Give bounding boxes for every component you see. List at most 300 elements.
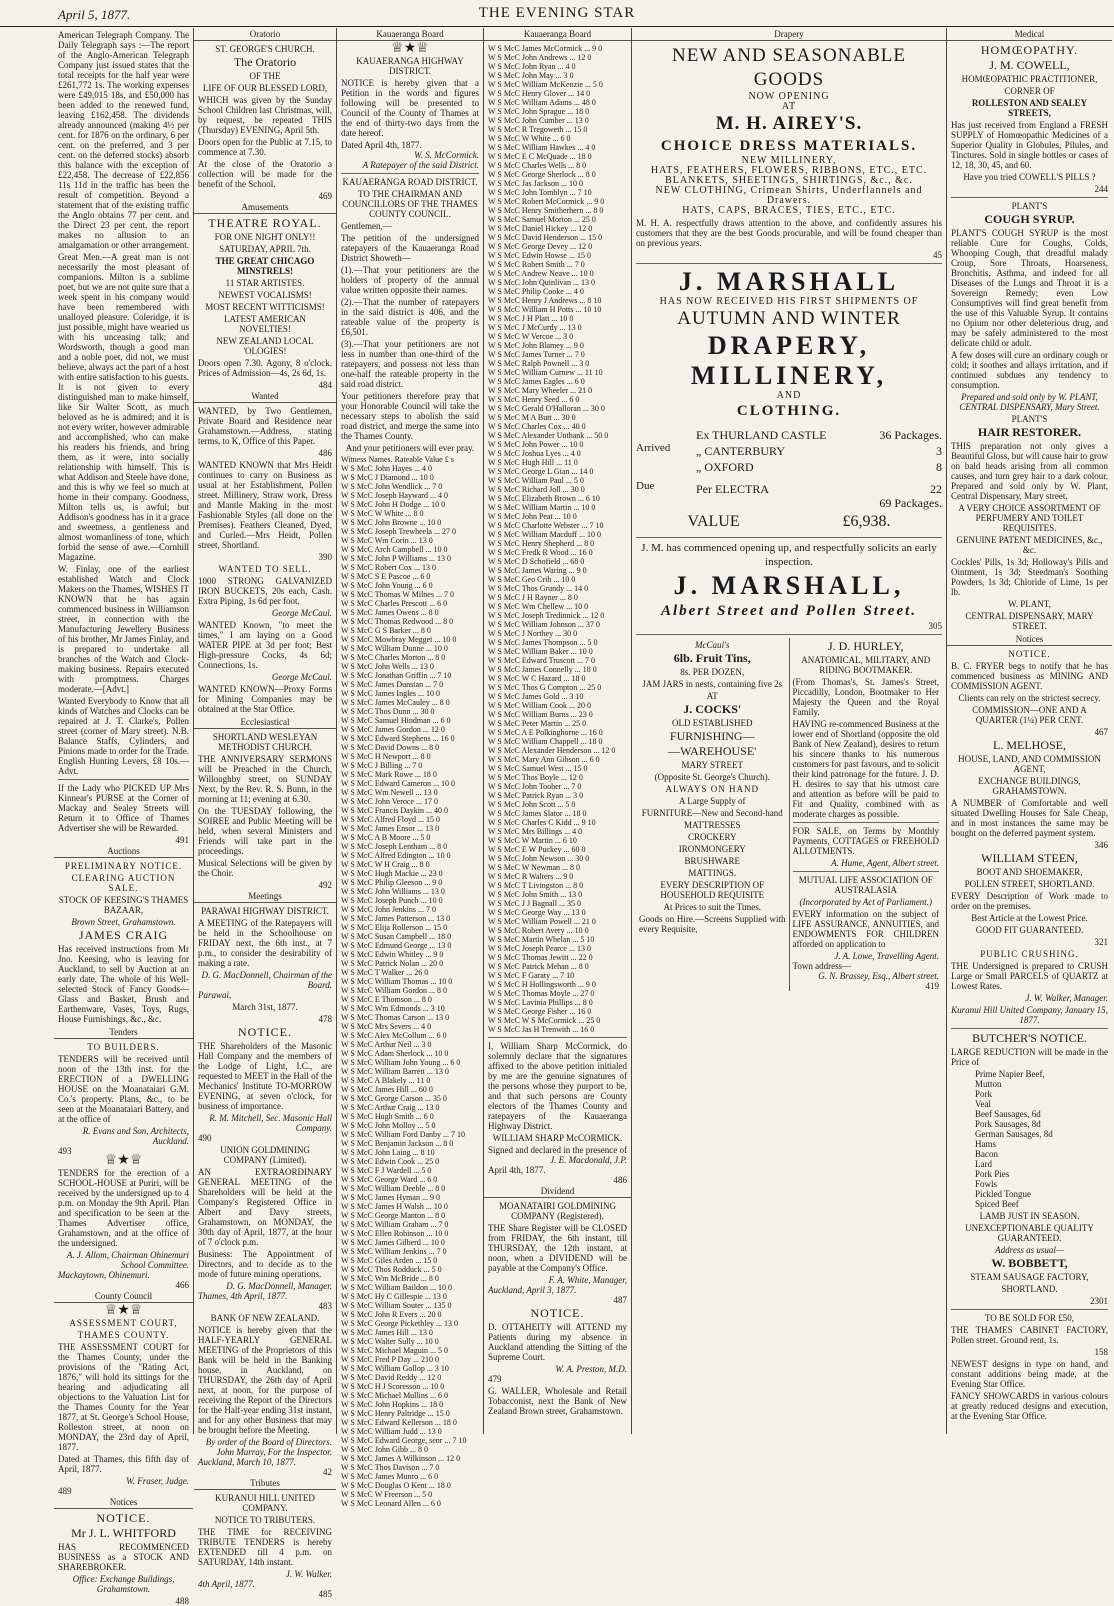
table-row: W S McC James Gilberd ... 10 0 (341, 1238, 445, 1247)
table-row: W S McC Elizabeth Brown ... 6 10 (488, 494, 600, 503)
finlay-advert: W. Finlay, one of the earliest established Watch and Clock Makers on the Thames, WISHES IT KNOWN that he has again commenced business in Williamson street, in connection with the Manufacturing Jewellery Business of his brother, Mr James Finlay, and is prepared to undertake all branches of the Watch and Clock-making business. Repairs executed with promptness. Charges moderate.—[Advt.] (58, 564, 189, 694)
table-row: W S McC William Graham ... 7 0 (341, 1220, 449, 1229)
column-6 (946, 28, 1112, 1434)
table-row: W S McC J H Platt ... 10 0 (488, 314, 574, 323)
wanted-4-sig: George McCaul. (271, 672, 332, 682)
list-item: Fowls (975, 1179, 998, 1189)
table-row: W S McC Adam Sherlock ... 10 0 (341, 1049, 449, 1058)
parawai-sig: D. G. MacDonnell, Chairman of the Board. (201, 970, 332, 990)
airey-text: M. H. A. respectfully draws attention to the above, and confidently assures his customers that they are the best Goods procurable, and will be found cheaper than on previous years. (636, 218, 942, 248)
table-row: W S McC Thomas Moyle ... 27 0 (488, 989, 595, 998)
table-row: W S McC Joseph Trewheela ... 27 0 (341, 527, 456, 536)
table-row: W S McC James Thompson ... 5 0 (488, 638, 598, 647)
butchers-notice: BUTCHER'S NOTICE. (972, 1031, 1087, 1045)
section-head-tenders: Tenders (54, 1026, 193, 1039)
notice-4-title: NOTICE. (530, 1306, 585, 1320)
table-row: W S McC William Curnew ... 11 10 (488, 368, 603, 377)
thames-county: THAMES COUNTY. (77, 1330, 170, 1340)
table-row: W S McC John Cumber ... 13 0 (488, 116, 589, 125)
table-row: W S McC David Reddy ... 12 0 (341, 1373, 442, 1382)
table-row: W S McC William Deeble ... 8 0 (341, 1184, 446, 1193)
good-fit: GOOD FIT GUARANTEED. (975, 925, 1084, 935)
table-row: W S McC Edward George, senr ... 7 10 (341, 1436, 467, 1445)
table-row: W S McC Michael Maguin ... 5 0 (341, 1346, 448, 1355)
stock-title: STOCK OF KEESING'S THAMES BAZAAR, (58, 895, 189, 915)
table-row: W S McC A B Moore ... 5 0 (341, 833, 431, 842)
table-row: W S McC Jas H Trenwith ... 16 0 (488, 1025, 595, 1034)
table-row: W S McC George L Gian ... 14 0 (488, 467, 594, 476)
table-row: W S McC James Connelly ... 18 0 (488, 665, 597, 674)
table-row: W S McC John Gibb ... 8 0 (341, 1445, 428, 1454)
waller-text: G. WALLER, Wholesale and Retail Tobacconist, next the Bank of New Zealand Brown street, Grahamstown. (488, 1386, 627, 1416)
to-chairman: TO THE CHAIRMAN AND COUNCILLORS OF THE THAMES COUNTY COUNCIL. (342, 189, 478, 219)
table-row: W S McC John Veroce ... 17 0 (341, 797, 439, 806)
oratorio-ofthe: OF THE (249, 71, 281, 81)
wanted-3-sig: George McCaul. (271, 608, 332, 618)
oratorio-doors: Doors open for the Public at 7.15, to commence at 7.30. (198, 137, 332, 157)
wanted-4: WANTED Known, "to meet the times," I am laying on a Good WATER PIPE at 3d per foot; Best High-pressure Cocks, 4s 6d; Connections, 1s. (198, 620, 332, 670)
table-row: W S McC William McKenzie ... 5 0 (488, 80, 603, 89)
crockery: CROCKERY (687, 832, 737, 842)
table-row: W S McC W Freerson ... 5 0 (341, 1490, 433, 1499)
declaration-jp: J. E. Macdonald, J.P. (550, 1155, 627, 1165)
table-row: W S McC James A Wilkinson ... 12 0 (341, 1454, 461, 1463)
assessment-sig: W. Fraser, Judge. (126, 1476, 189, 1486)
table-row: W S McC Thomas Redwood ... 8 0 (341, 617, 454, 626)
parawai-text: A MEETING of the Ratepayers will be held in the Schoolhouse on FRIDAY next, the 6th inst., at 7 p.m., to consider the desirability of making a rate. (198, 918, 332, 968)
novelties: LATEST AMERICAN NOVELTIES! (223, 314, 307, 334)
assessment-text: THE ASSESSMENT COURT for the Thames County, under the provisions of the "Rating Act, 1876," will hold its sittings for the hearing and adjudicating all objections to the Valuation List for the Thames County for the Year 1877, at St. George's School House, Rolleston street, at noon on MONDAY, the 23rd day of April, 1877. (58, 1342, 189, 1452)
table-row: W S McC Michael Mullins ... 6 0 (341, 1391, 448, 1400)
now-opening: NOW OPENING (748, 91, 830, 102)
marshall-number: 305 (928, 621, 942, 631)
table-row: W S McC Andrew Neave ... 10 0 (488, 269, 594, 278)
best-article: Best Article at the Lowest Price. (971, 913, 1088, 923)
list-item: Spiced Beef (975, 1199, 1019, 1209)
list-item: Pork Sausages, 8d (975, 1119, 1041, 1129)
table-row: W S McC Wm Chellew ... 10 0 (488, 602, 589, 611)
section-head-kauaeranga-2: Kauaeranga Board (484, 28, 631, 41)
wesleyan-text: THE ANNIVERSARY SERMONS will be Preached in the Church, Willoughby street, on SUNDAY Next, by the Rev. R. S. Bunn, in the morning at 11; evening at 6.30. (198, 754, 332, 804)
arrived-label: Arrived (636, 442, 671, 454)
union-sig: D. G. MacDonnell, Manager. (226, 1281, 332, 1291)
marshall-name-2: J. MARSHALL, (673, 571, 905, 600)
ship-name: „ OXFORD (696, 460, 754, 474)
section-head-ecclesiastical: Ecclesiastical (194, 716, 336, 729)
notice-2-title: NOTICE. (238, 1025, 292, 1039)
wanted-2: WANTED KNOWN that Mrs Heidt continues to carry on Business as usual at her Establishment, Pollen street. Millinery, Straw work, Dress and Mantle Making in the most Fashionable Styles (all done on the Premises). Feathers Cleaned, Dyed, and Curled.—Mrs Heidt, Pollen street, Shortland. (198, 460, 332, 550)
wanted-3: 1000 STRONG GALVANIZED IRON BUCKETS, 20s each, Cash. Extra Piping, 1s 6d per foot. (198, 576, 332, 606)
table-row: W S McC Joseph Lentham ... 8 0 (341, 842, 448, 851)
table-row: W S McC David Downs ... 8 0 (341, 743, 440, 752)
union-title: UNION GOLDMINING COMPANY (Limited). (220, 1145, 310, 1165)
ship-count: 3 (936, 444, 942, 458)
at-label-2: AT (706, 691, 718, 701)
cowell-pills: Have you tried COWELL'S PILLS ? (963, 172, 1096, 182)
table-row: W S McC John Hayes ... 4 0 (341, 464, 432, 473)
column-2 (193, 28, 336, 1599)
one-night: FOR ONE NIGHT ONLY!! (214, 232, 316, 242)
table-row: W S McC Alexander Henderson ... 12 0 (488, 746, 616, 755)
table-row: W S McC John Blamey ... 9 0 (488, 341, 584, 350)
table-row: W S McC Thomas Carson ... 13 0 (341, 1013, 450, 1022)
section-head-tributes: Tributes (194, 1477, 336, 1490)
theatre-number: 484 (318, 380, 332, 390)
cabinet-number: 158 (1094, 1347, 1108, 1357)
table-row: W S McC Robert Smith ... 7 0 (488, 260, 585, 269)
hats-feathers: HATS, FEATHERS, FLOWERS, RIBBONS, ETC., ETC. (650, 165, 928, 176)
crest-icon: ♕★♕ (104, 1303, 143, 1318)
table-row: W S McC Hugh Smith ... 6 0 (341, 1112, 434, 1121)
saturday-date: SATURDAY, APRIL 7th. (219, 244, 311, 254)
ship-count: 22 (930, 482, 942, 496)
table-row: W S McC William Cook ... 20 0 (488, 701, 591, 710)
table-row: W S McC Peter Martin ... 25 0 (488, 719, 587, 728)
table-row: W S McC William Jenkins ... 7 0 (341, 1247, 447, 1256)
table-row: W S McC Henry Glover ... 14 0 (488, 89, 591, 98)
tributes-number: 485 (318, 1589, 332, 1599)
table-row: W S McC Joseph Punch ... 10 0 (341, 896, 443, 905)
table-row: W S McC J Billing ... 7 0 (341, 761, 423, 770)
table-row: W S McC Philip Cooke ... 4 0 (488, 287, 584, 296)
tender-1-sig: R. Evans and Son, Architects, Auckland. (82, 1126, 189, 1146)
table-row: W S McC J J Bagnall ... 35 0 (488, 899, 581, 908)
list-item: Mutton (975, 1079, 1002, 1089)
moana-title: MOANATAIRI GOLDMINING COMPANY (Registered). (498, 1201, 617, 1221)
choice-materials: CHOICE DRESS MATERIALS. (660, 138, 918, 154)
oratorio-title: The Oratorio (233, 55, 297, 69)
mutual-sig: J. A. Lowe, Travelling Agent. (834, 951, 939, 961)
table-row: W S McC Thos Grundy ... 14 0 (488, 584, 589, 593)
table-row: W S McC J H Rayner ... 8 0 (488, 593, 578, 602)
cabinet-factory: THE THAMES CABINET FACTORY, Pollen street. Ground rent, 1s. (951, 1325, 1108, 1345)
table-row: W S McC Lavinia Phillips ... 8 0 (488, 998, 593, 1007)
craig-text: Has received instructions from Mr Jno. Keesing, who is leaving for Auckland, to sell by Auction at an early date, The whole of his Well-selected Stock of Fancy Goods—Glass and Basket, Brush and Earthenware, Vases, Toys, Rugs, House Furnishings, &c., &c. (58, 944, 189, 1024)
oratorio-collection: At the close of the Oratorio a collection will be made for the benefit of the School. (198, 159, 332, 189)
table-row: W S McC Henry Paltridge ... 15 0 (341, 1409, 450, 1418)
table-row: W S McC Mark Rowe ... 18 0 (341, 770, 437, 779)
autumn-winter: AUTUMN AND WINTER (677, 308, 901, 329)
table-row: W S McC Hy C Gillespie ... 13 0 (341, 1292, 447, 1301)
section-head-drapery: Drapery (632, 28, 946, 41)
moana-sig: F. A. White, Manager, (548, 1275, 627, 1285)
table-row: W S McC Benjamin Jackson ... 8 0 (341, 1139, 454, 1148)
table-row: W S McC James Gold ... 3 10 (488, 692, 584, 701)
witticisms: MOST RECENT WITTICISMS! (205, 302, 325, 312)
table-row: W S McC Charles Cox ... 40 0 (488, 422, 586, 431)
ironmongery: IRONMONGERY (678, 844, 746, 854)
hurley-text: HAVING re-commenced Business at the lower end of Shortland (opposite the old Bank of New Zealand), desires to return his sincere thanks to his numerous customers for past favours, and to solicit their kind patronage for the future. J. D. H. desires to say that his utmost care and attention as before will be paid to Fit and Quality, combined with as moderate charges as possible. (792, 719, 939, 819)
column-3 (336, 28, 483, 1508)
table-row: W S McC John Browne ... 10 0 (341, 518, 442, 527)
hurley-from: (From Thomas's, St. James's Street, Piccadilly, London, Bootmaker to Her Majesty the Queen and the Royal Family. (792, 677, 939, 717)
table-row: W S McC Robert Cox ... 13 0 (341, 563, 436, 572)
list-item: German Sausages, 8d (975, 1129, 1053, 1139)
brassey: G. N. Brassey, Esq., Albert street. (818, 971, 939, 981)
table-row: W S McC William Dunne ... 10 0 (341, 644, 448, 653)
theatre-royal: THEATRE ROYAL. (208, 216, 322, 230)
table-row: W S McC Thos G Compton ... 25 0 (488, 683, 602, 692)
tender-2-place: Mackaytown, Ohinemuri. (58, 1270, 150, 1280)
otaheity-text: D. OTTAHEITY will ATTEND my Patients during my absence in Auckland attending the Sitting of the Supreme Court. (488, 1322, 627, 1362)
table-row: W S McC James Ingles ... 10 0 (341, 689, 440, 698)
hair-restorer: HAIR RESTORER. (977, 425, 1082, 439)
kuranui-title: KURANUI HILL UNITED COMPANY. (215, 1493, 315, 1513)
mccaul: McCaul's (695, 640, 730, 650)
list-item: Pickled Tongue (975, 1189, 1031, 1199)
table-row: W S McC Daniel Hickey ... 12 0 (488, 224, 593, 233)
melhose-text: A NUMBER of Comfortable and well situated Dwelling Houses for Sale Cheap, and in most instances the same may be bought on the deferred payment system. (951, 798, 1108, 838)
table-row: W S McC George Manton ... 8 0 (341, 1211, 446, 1220)
table-row: W S McC Alexander Unthank ... 50 0 (488, 431, 609, 440)
section-head-dividend: Dividend (484, 1185, 631, 1198)
oratorio-number: 469 (318, 191, 332, 201)
commission: COMMISSION—ONE AND A QUARTER (1¼) PER CENT. (972, 705, 1087, 725)
notice-6-title: NOTICE. (1008, 649, 1051, 659)
mutual-title: MUTUAL LIFE ASSOCIATION OF AUSTRALASIA (798, 875, 933, 895)
brushware: BRUSHWARE (684, 856, 740, 866)
whitford-text: HAS RECOMMENCED BUSINESS as a STOCK AND SHAREBROKER. (58, 1542, 189, 1572)
fancy-showcards: FANCY SHOWCARDS in various colours at greatly reduced designs and execution, at the Evening Star Office. (951, 1391, 1108, 1421)
crest-icon: ♕★♕ (104, 1153, 143, 1168)
table-row: W S McC James Turner ... 7 0 (488, 350, 585, 359)
table-row: W S McC Edward Kellerson ... 18 0 (341, 1418, 457, 1427)
hats-caps: HATS, CAPS, BRACES, TIES, ETC., ETC. (682, 205, 896, 216)
bnz-text: NOTICE is hereby given that the HALF-YEARLY GENERAL MEETING of the Proprietors of this Bank will be held in the Banking house, in Auckland, on THURSDAY, the 26th day of April next, at noon, for the purpose of receiving the Report of the Directors for the Half-year ending 31st instant, and for any other Business that may be brought before the Meeting. (198, 1325, 332, 1435)
table-row: W S McC William Chappell ... 18 0 (488, 737, 603, 746)
table-row: W S McC Ralph Pownell ... 3 0 (488, 359, 590, 368)
blankets: BLANKETS, SHEETINGS, SHIRTINGS, &c., &c. (665, 175, 913, 186)
table-row: W S McC Martin Whelan ... 5 10 (488, 935, 595, 944)
marshall-received: HAS NOW RECEIVED HIS FIRST SHIPMENTS OF (659, 296, 919, 307)
wplant: W. PLANT, (1008, 599, 1051, 609)
table-row: W S McC William John Young ... 6 0 (341, 1058, 461, 1067)
table-row: W S McC George Pickethley ... 13 0 (341, 1319, 459, 1328)
petition-sig: W. S. McCormick. (414, 150, 479, 160)
table-row: W S McC Charlotte Webster ... 7 10 (488, 521, 604, 530)
table-row: W S McC John Wells ... 13 0 (341, 662, 434, 671)
prelim-notice: PRELIMINARY NOTICE. (64, 861, 183, 871)
column-5 (631, 28, 946, 1434)
table-row: W S McC John May ... 3 0 (488, 71, 574, 80)
table-row: W S McC John Tooher ... 7 0 (488, 782, 582, 791)
at-label: AT (781, 101, 797, 112)
ship-count: 8 (936, 460, 942, 474)
table-row: W S McC W Martin ... 6 10 (488, 836, 577, 845)
pollen-street: POLLEN STREET, SHORTLAND. (964, 879, 1095, 889)
bnz-number: 42 (323, 1467, 332, 1477)
table-row: W S McC Fred P Day ... 210 0 (341, 1355, 439, 1364)
petition-notice: NOTICE is hereby given that a Petition in the words and figures following will be presented to Council of the County of Thames at the end of thirty-two days from the date hereof. (341, 78, 479, 138)
corner-of: CORNER OF (1004, 86, 1055, 96)
whitford-name: Mr J. L. WHITFORD (71, 1526, 176, 1540)
table-row: W S McC F J Wardell ... 5 0 (341, 1166, 432, 1175)
table-row: W S McC Edward Truscott ... 7 0 (488, 656, 595, 665)
hurley-title: ANATOMICAL, MILITARY, AND RIDING BOOTMAKER. (801, 655, 931, 675)
table-row: W S McC John Scott ... 5 0 (488, 800, 576, 809)
table-row: W S McC E W Puckey ... 60 0 (488, 845, 586, 854)
table-row: W S McC Arch Campbell ... 10 0 (341, 545, 448, 554)
table-row: W S McC Patrick Ryan ... 3 0 (488, 791, 584, 800)
list-item: Lard (975, 1159, 992, 1169)
parawai-title: PARAWAI HIGHWAY DISTRICT. (201, 906, 329, 916)
parawai-number: 478 (318, 1014, 332, 1024)
homeo-title: HOMŒOPATHIC PRACTITIONER, (961, 74, 1098, 84)
table-row: W S McC John Jenkins ... 7 0 (341, 905, 436, 914)
declaration-number: 486 (613, 1175, 627, 1185)
table-row: W S McC Edmund George ... 13 0 (341, 941, 452, 950)
table-row: W S McC Douglas O Kent ... 18 0 (341, 1481, 451, 1490)
fit-number: 321 (1094, 937, 1108, 947)
table-row: W S McC Robert McCormick ... 9 0 (488, 197, 605, 206)
table-row: W S McC John Laing ... 8 10 (341, 1148, 435, 1157)
ship-count: 36 Packages. (879, 428, 942, 442)
table-row: W S McC Henry J Andrews ... 8 10 (488, 296, 602, 305)
melhose-title: HOUSE, LAND, AND COMMISSION AGENT, (958, 754, 1101, 774)
quality-guaranteed: UNEXCEPTIONABLE QUALITY GUARANTEED. (965, 1223, 1094, 1243)
due-label: Due (636, 480, 655, 492)
wanted-to-sell: WANTED TO SELL. (218, 564, 312, 574)
shortland: SHORTLAND. (1001, 1284, 1058, 1294)
list-item: Prime Napier Beef, (975, 1069, 1045, 1079)
crest-icon: ♕★♕ (391, 41, 429, 56)
table-row: W S McC Jas Jackson ... 10 0 (488, 179, 583, 188)
table-row: W S McC William Macduff ... 10 0 (488, 530, 602, 539)
table-row: W S McC George Fisher ... 16 0 (488, 1007, 592, 1016)
issue-date: April 5, 1877. (58, 7, 131, 22)
list-item: Hams (975, 1139, 996, 1149)
petition-dated: Dated April 4th, 1877. (341, 140, 422, 150)
table-row: W S McC H Hollingsworth ... 9 0 (488, 980, 596, 989)
table-row: W S McC Alex McCollum ... 6 0 (341, 1031, 447, 1040)
signatory-list-2 (488, 44, 627, 1034)
tributes-date: 4th April, 1877. (198, 1579, 255, 1589)
crushing-text: THE Undersigned is prepared to CRUSH Large or Small PARCELS of QUARTZ at Lowest Rates. (951, 961, 1108, 991)
incorporated: (Incorporated by Act of Parliament.) (799, 897, 933, 907)
table-row: W S McC W White ... 8 0 (341, 509, 424, 518)
section-head-county: County Council (54, 1290, 193, 1303)
bnz-title: BANK OF NEW ZEALAND. (210, 1313, 320, 1323)
plant-label-2: PLANT'S (1011, 414, 1048, 424)
central-dispensary: CENTRAL DISPENSARY, MARY STREET. (965, 611, 1094, 631)
petition-point-1: (1).—That your petitioners are the holders of property of the annual value written opposite their names. (341, 265, 479, 295)
ship-name: „ CANTERBURY (696, 444, 786, 458)
table-row: W S McC W Newman ... 8 0 (488, 863, 580, 872)
old-established: OLD ESTABLISHED (671, 718, 753, 728)
cough-syrup: COUGH SYRUP. (984, 212, 1075, 226)
petition-sig-2: A Ratepayer of the said District. (362, 160, 479, 170)
table-row: W S McC James Waring ... 9 0 (488, 566, 587, 575)
tributers-title: NOTICE TO TRIBUTERS. (214, 1515, 316, 1525)
commenced-text: J. M. has commenced opening up, and respectfully solicits an early inspection. (641, 542, 937, 568)
commission-number: 467 (1094, 727, 1108, 737)
table-row: W S McC Arthur Neil ... 3 0 (341, 1040, 432, 1049)
table-row: W S McC John Power ... 10 0 (488, 440, 584, 449)
tender-2: TENDERS for the erection of a SCHOOL-HOUSE at Puriri, will be received by the undersigned up to 4 p.m. on Monday the 9th April. Plan and specification to be seen at the Thames Advertiser office, Grahamstown, and at the office of the undersigned. (58, 1168, 189, 1248)
table-row: W S McC Samuel West ... 15 0 (488, 764, 588, 773)
table-row: W S McC William Paul ... 5 0 (488, 476, 584, 485)
cocks-name: J. COCKS' (683, 702, 742, 716)
otaheity-number: 479 (488, 1374, 502, 1384)
pills-number: 244 (1094, 184, 1108, 194)
tributes-text: THE TIME for RECEIVING TRIBUTE TENDERS is hereby EXTENDED till 4 p.m. on SATURDAY, 14th instant. (198, 1527, 332, 1567)
table-row: W S McC William Burns ... 23 0 (488, 710, 593, 719)
exchange-buildings: EXCHANGE BUILDINGS, GRAHAMSTOWN. (978, 776, 1081, 796)
ship-name: Per ELECTRA (696, 482, 769, 496)
mattresses: MATTRESSES (683, 820, 741, 830)
table-row: W S McC W H Craig ... 8 0 (341, 860, 430, 869)
table-row: W S McC Samuel Morton ... 25 0 (488, 215, 596, 224)
table-row: W S McC William Gollop ... 3 10 (341, 1364, 449, 1373)
table-row: W S McC James McCauley ... 8 0 (341, 698, 450, 707)
prices: At Prices to suit the Times. (663, 902, 761, 912)
gentlemen: Gentlemen,— (341, 221, 392, 231)
table-row: W S McC Richard Joll ... 30 0 (488, 485, 585, 494)
petition-point-2: (2).—That the number of ratepayers in the said district is 406, and the rateable value of the property is £6,501. (341, 297, 479, 337)
table-row: W S McC S E Pascoe ... 6 0 (341, 572, 431, 581)
petition-point-3: (3).—That your petitioners are not less in number than one-third of the ratepayers, and possess not less than one-half the rateable property in the said road district. (341, 339, 479, 389)
table-row: W S McC James Hill ... 13 0 (341, 1328, 433, 1337)
wesleyan-title: SHORTLAND WESLEYAN METHODIST CHURCH. (212, 732, 318, 752)
table-row: W S McC John Smith ... 13 0 (488, 890, 583, 899)
table-row: W S McC William Powell ... 21 0 (488, 917, 596, 926)
table-row: W S McC David Henderson ... 15 0 (488, 233, 603, 242)
table-row: W S McC William Barrett ... 13 0 (341, 1067, 449, 1076)
page-header (0, 0, 1114, 27)
table-row: W S McC John Peat ... 10 0 (488, 512, 577, 521)
parawai-place: Parawai, (198, 990, 232, 1000)
per-dozen: 8s. PER DOZEN, (680, 667, 745, 677)
table-row: W S McC R Walters ... 9 0 (488, 872, 574, 881)
table-row: W S McC James Hyman ... 9 0 (341, 1193, 440, 1202)
sale-sig: A. Hume, Agent, Albert street. (831, 858, 939, 868)
table-row: W S McC James Hill ... 60 0 (341, 1085, 433, 1094)
vocalisms: NEWEST VOCALISMS! (218, 290, 312, 300)
table-row: W S McC Charles Prescott ... 6 0 (341, 599, 448, 608)
table-row: W S McC G S Barker ... 8 0 (341, 626, 431, 635)
table-row: W S McC W S McCormick ... 25 0 (488, 1016, 601, 1025)
shipment-row (696, 481, 942, 497)
patent-medicines: GENUINE PATENT MEDICINES, &c., &c. (956, 535, 1103, 555)
furnishing: FURNISHING— (669, 729, 755, 743)
list-item: Beef Sausages, 6d (975, 1109, 1041, 1119)
large-supply: A Large Supply of (678, 796, 746, 806)
union-date: Thames, 4th April, 1877. (198, 1291, 288, 1301)
masonic-text: THE Shareholders of the Masonic Hall Company and the members of the Lodge of Light, I.C., are requested to MEET in the Hall of the Mechanics' Institute TO-MORROW EVENING, at seven o'clock, for business of importance. (198, 1041, 332, 1111)
table-row: W S McC Leonard Allen ... 6 0 (341, 1499, 441, 1508)
table-row: W S McC M A Butt ... 30 0 (488, 413, 576, 422)
table-row: W S McC Fredk R Wood ... 16 0 (488, 548, 593, 557)
sausage-factory: STEAM SAUSAGE FACTORY, (970, 1272, 1089, 1282)
meat-list (951, 1069, 1108, 1209)
fryer-secrecy: Clients can rely on the strictest secrecy. (958, 693, 1101, 703)
wanted-1: WANTED, by Two Gentlemen, Private Board and Residence near Grahamstown.—Address, stating terms, to K, Office of this Paper. (198, 406, 332, 446)
table-row: W S McC Patrick Nolan ... 20 0 (341, 959, 444, 968)
table-row: W S McC J McCurdy ... 13 0 (488, 323, 582, 332)
table-row: W S McC Thomas W Milnes ... 7 0 (341, 590, 454, 599)
table-row: W S McC John P Williams ... 13 0 (341, 554, 451, 563)
table-row: W S McC Edwin Whitley ... 9 0 (341, 950, 444, 959)
opposite: (Opposite St. George's Church). (654, 772, 770, 782)
table-row: W S McC William Souter ... 135 0 (341, 1301, 452, 1310)
table-row: W S McC John Williams ... 13 0 (341, 887, 445, 896)
notice-title: NOTICE. (96, 1511, 151, 1525)
address-as-usual: Address as usual— (995, 1245, 1064, 1255)
table-row: W S McC William Baker ... 10 0 (488, 647, 593, 656)
clarke-advert: Wanted Everybody to Know that all kinds of Watches and Clocks can be repaired at J. T. Clarke's, Pollen street (corner of Mary street). N.B. Balance Staffs, Cylinders, and Pinions made to order for the Trade. English Hunting Levers, £8 10s.—Advt. (58, 696, 189, 776)
table-row: W S McC John Sprague ... 18 0 (488, 107, 590, 116)
table-row: W S McC Henry Shepherd ... 8 0 (488, 539, 595, 548)
